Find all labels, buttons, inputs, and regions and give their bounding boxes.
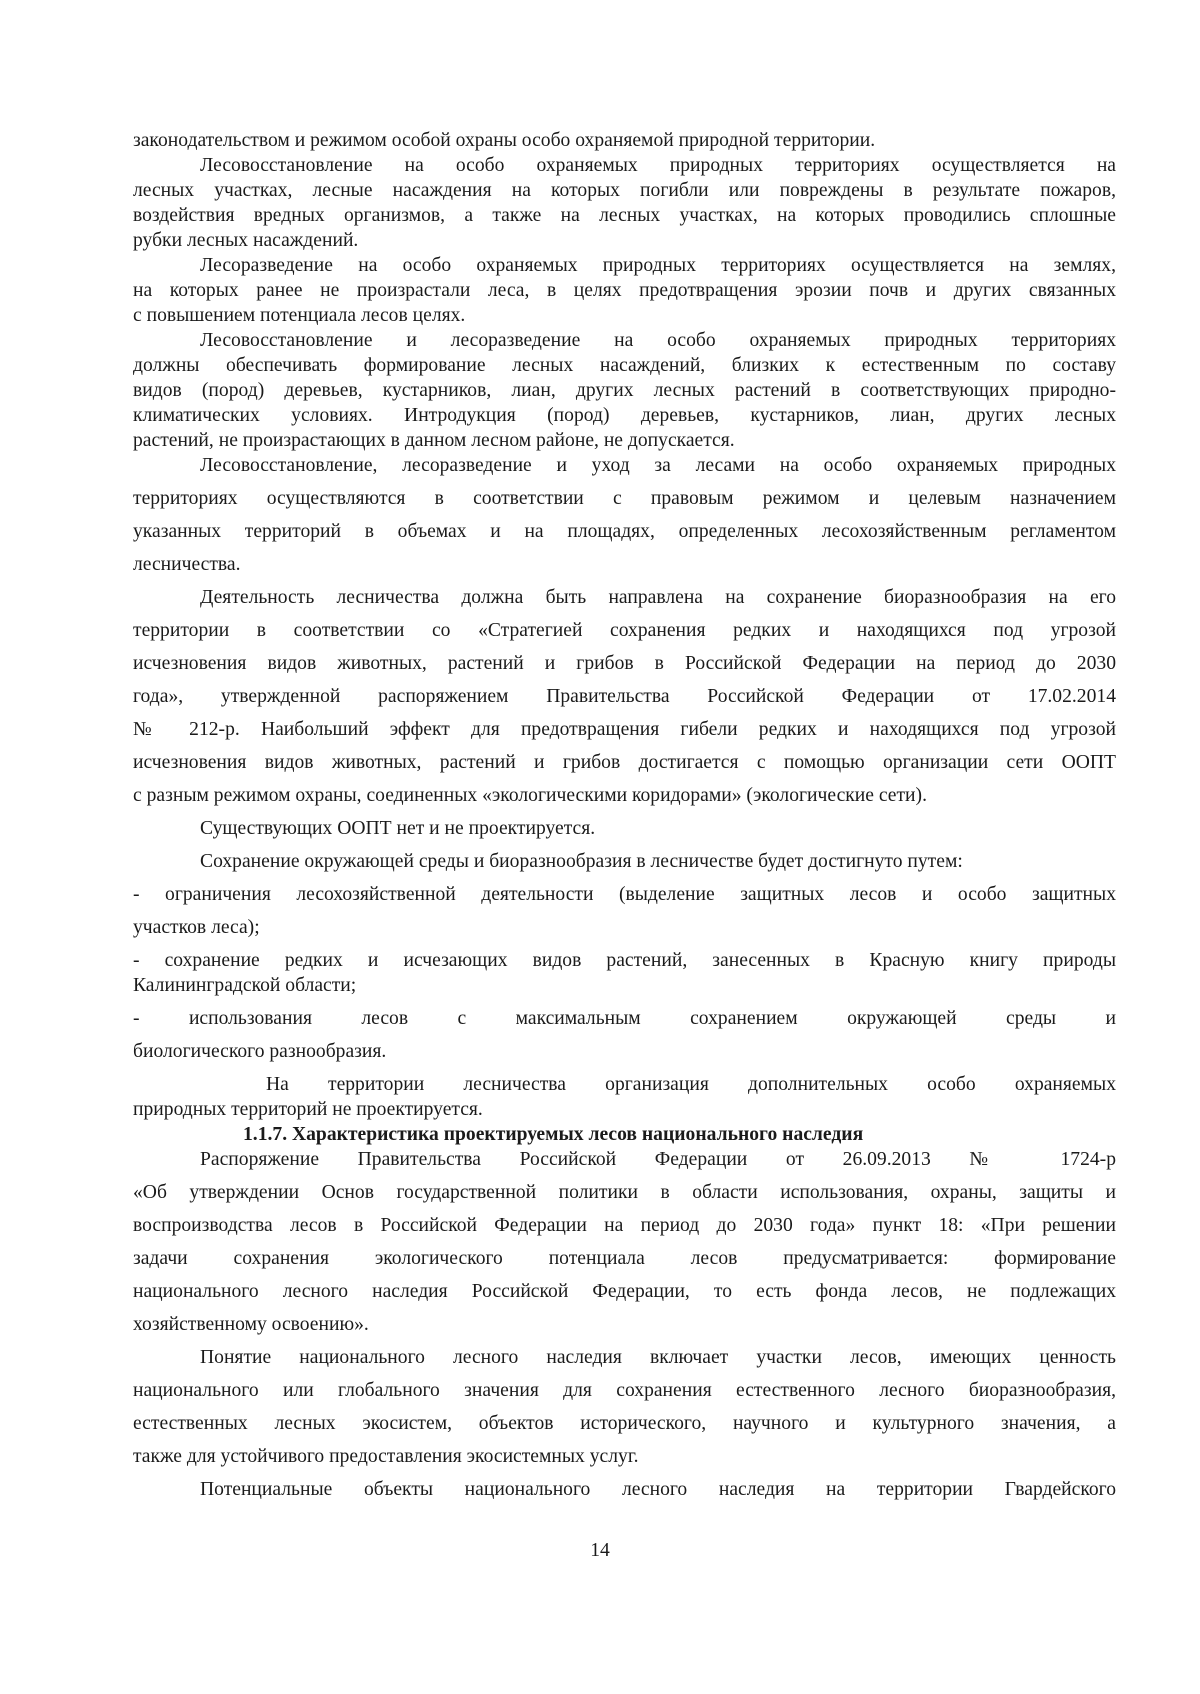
text-line: Сохранение окружающей среды и биоразнообразия в лесничестве будет достигнуто путем: [200,851,963,872]
text-line: также для устойчивого предоставления экосистемных услуг. [133,1446,639,1467]
page-body [133,128,1116,1502]
text-line: территориях осуществляются в соответствии с правовым режимом и целевым назначением [133,488,1116,509]
text-line: - использования лесов с максимальным сохранением окружающей среды и [133,1008,1116,1029]
text-line: с разным режимом охраны, соединенных «экологическими коридорами» (экологические сети). [133,785,927,806]
text-line: Лесовосстановление и лесоразведение на особо охраняемых природных территориях [200,330,1116,351]
text-line: Деятельность лесничества должна быть направлена на сохранение биоразнообразия на его [200,587,1116,608]
text-line: национального или глобального значения для сохранения естественного лесного биоразнообразия, [133,1380,1116,1401]
text-line: Лесовосстановление, лесоразведение и уход за лесами на особо охраняемых природных [200,455,1116,476]
text-line: На территории лесничества организация дополнительных особо охраняемых [266,1074,1116,1095]
text-line: рубки лесных насаждений. [133,230,359,251]
text-line: Калининградской области; [133,975,357,996]
text-line: воздействия вредных организмов, а также на лесных участках, на которых проводились сплошные [133,205,1116,226]
text-line: Распоряжение Правительства Российской Федерации от 26.09.2013 № 1724-р [200,1149,1116,1170]
text-line: территории в соответствии со «Стратегией сохранения редких и находящихся под угрозой [133,620,1116,641]
text-line: воспроизводства лесов в Российской Федерации на период до 2030 года» пункт 18: «При решении [133,1215,1116,1236]
text-line: Лесовосстановление на особо охраняемых природных территориях осуществляется на [200,155,1116,176]
text-line: Потенциальные объекты национального лесного наследия на территории Гвардейского [200,1479,1116,1500]
text-line: климатических условиях. Интродукция (пород) деревьев, кустарников, лиан, других лесных [133,405,1116,426]
text-line: законодательством и режимом особой охраны особо охраняемой природной территории. [133,130,876,151]
text-line: биологического разнообразия. [133,1041,387,1062]
text-line: Существующих ООПТ нет и не проектируется. [200,818,596,839]
text-line: национального лесного наследия Российской Федерации, то есть фонда лесов, не подлежащих [133,1281,1116,1302]
text-line: «Об утверждении Основ государственной политики в области использования, охраны, защиты и [133,1182,1116,1203]
text-line: исчезновения видов животных, растений и грибов в Российской Федерации на период до 2030 [133,653,1116,674]
text-line: года», утвержденной распоряжением Правительства Российской Федерации от 17.02.2014 [133,686,1116,707]
page-number: 14 [590,1540,610,1561]
text-line: на которых ранее не произрастали леса, в целях предотвращения эрозии почв и других связанных [133,280,1116,301]
text-line: участков леса); [133,917,260,938]
text-line: указанных территорий в объемах и на площадях, определенных лесохозяйственным регламентом [133,521,1116,542]
text-line: растений, не произрастающих в данном лесном районе, не допускается. [133,430,735,451]
text-line: природных территорий не проектируется. [133,1099,483,1120]
text-line: № 212-р. Наибольший эффект для предотвращения гибели редких и находящихся под угрозой [133,719,1116,740]
text-line: должны обеспечивать формирование лесных насаждений, близких к естественным по составу [133,355,1116,376]
text-line: Понятие национального лесного наследия включает участки лесов, имеющих ценность [200,1347,1116,1368]
text-line: хозяйственному освоению». [133,1314,369,1335]
text-line: лесных участках, лесные насаждения на которых погибли или повреждены в результате пожаров, [133,180,1116,201]
text-line: исчезновения видов животных, растений и грибов достигается с помощью организации сети ООПТ [133,752,1116,773]
text-line: - ограничения лесохозяйственной деятельности (выделение защитных лесов и особо защитных [133,884,1116,905]
text-line: естественных лесных экосистем, объектов исторического, научного и культурного значения, а [133,1413,1116,1434]
text-line: - сохранение редких и исчезающих видов растений, занесенных в Красную книгу природы [133,950,1116,971]
text-line: с повышением потенциала лесов целях. [133,305,466,326]
text-line: Лесоразведение на особо охраняемых природных территориях осуществляется на землях, [200,255,1116,276]
text-line: задачи сохранения экологического потенциала лесов предусматривается: формирование [133,1248,1116,1269]
section-heading: 1.1.7. Характеристика проектируемых лесов национального наследия [243,1124,864,1145]
text-line: лесничества. [133,554,241,575]
text-line: видов (пород) деревьев, кустарников, лиан, других лесных растений в соответствующих природно- [133,380,1116,401]
